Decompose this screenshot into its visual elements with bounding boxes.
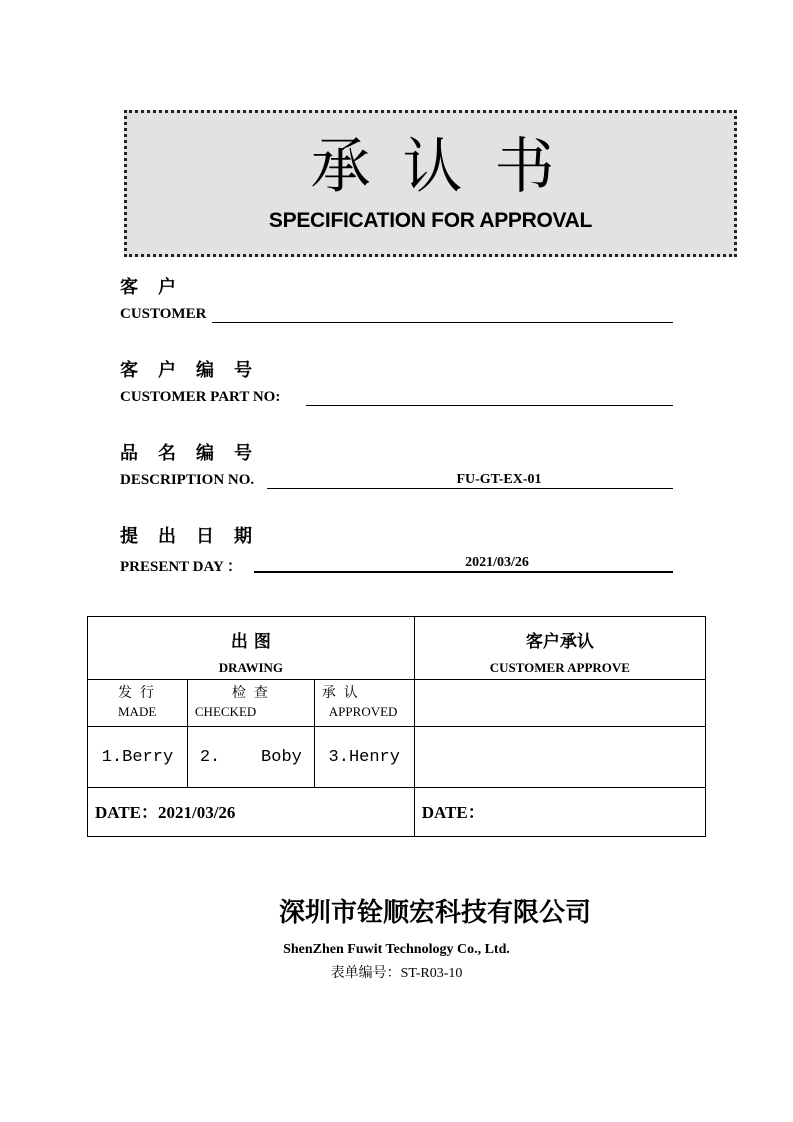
customer-approve-name-cell: [414, 727, 705, 788]
made-label-cn: 发行: [118, 685, 162, 701]
drawing-label-cn: 出 图: [230, 632, 271, 652]
drawing-header-cell: [88, 617, 415, 680]
form-number: 表单编号：ST-R03-10: [330, 966, 463, 981]
customer-part-no-label-en: CUSTOMER PART NO:: [120, 389, 281, 405]
customer-field-line: [212, 322, 673, 323]
approved-label-cn: 承认: [321, 685, 366, 701]
title-english: SPECIFICATION FOR APPROVAL: [268, 209, 593, 232]
present-day-line: [254, 571, 673, 573]
company-name-en: ShenZhen Fuwit Technology Co., Ltd.: [283, 942, 510, 957]
description-no-label-cn: 品名编号: [120, 443, 272, 464]
customer-part-no-line: [306, 405, 673, 406]
checked-name-cell: [187, 727, 314, 788]
description-no-label-en: DESCRIPTION NO.: [120, 472, 255, 488]
made-label-en: MADE: [118, 704, 157, 719]
approved-cell: [314, 680, 414, 727]
description-no-line: [267, 488, 673, 489]
checked-label-en: CHECKED: [194, 704, 257, 719]
approved-label-en: APPROVED: [328, 704, 398, 719]
present-day-value: 2021/03/26: [465, 555, 529, 570]
customer-approve-header-cell: [414, 617, 705, 680]
customer-label-cn: 客户: [120, 277, 196, 298]
approval-table: [87, 616, 706, 837]
date-right-cell: [414, 788, 705, 837]
drawing-label-en: DRAWING: [218, 660, 284, 675]
made-name: 1.Berry: [101, 747, 174, 767]
made-name-cell: [88, 727, 188, 788]
checked-name: 2. Boby: [199, 747, 302, 767]
customer-approve-label-en: CUSTOMER APPROVE: [489, 660, 630, 675]
customer-label-en: CUSTOMER: [120, 306, 207, 322]
date-right: DATE：: [421, 803, 485, 822]
customer-part-no-label-cn: 客户编号: [120, 360, 272, 381]
present-day-label-en: PRESENT DAY ：: [120, 559, 242, 575]
checked-cell: [187, 680, 314, 727]
made-cell: [88, 680, 188, 727]
checked-label-cn: 检查: [231, 685, 276, 701]
date-left: DATE：2021/03/26: [95, 803, 236, 822]
date-left-cell: [88, 788, 415, 837]
customer-approve-signature-cell: [414, 680, 705, 727]
description-no-value: FU-GT-EX-01: [456, 472, 542, 487]
title-box: [124, 110, 737, 257]
approved-name-cell: [314, 727, 414, 788]
customer-approve-label-cn: 客户承认: [525, 632, 594, 652]
company-name-cn: 深圳市铨顺宏科技有限公司: [278, 898, 591, 928]
present-day-label-cn: 提出日期: [120, 526, 272, 547]
approved-name: 3.Henry: [328, 747, 400, 767]
title-chinese: 承认书: [310, 132, 587, 202]
